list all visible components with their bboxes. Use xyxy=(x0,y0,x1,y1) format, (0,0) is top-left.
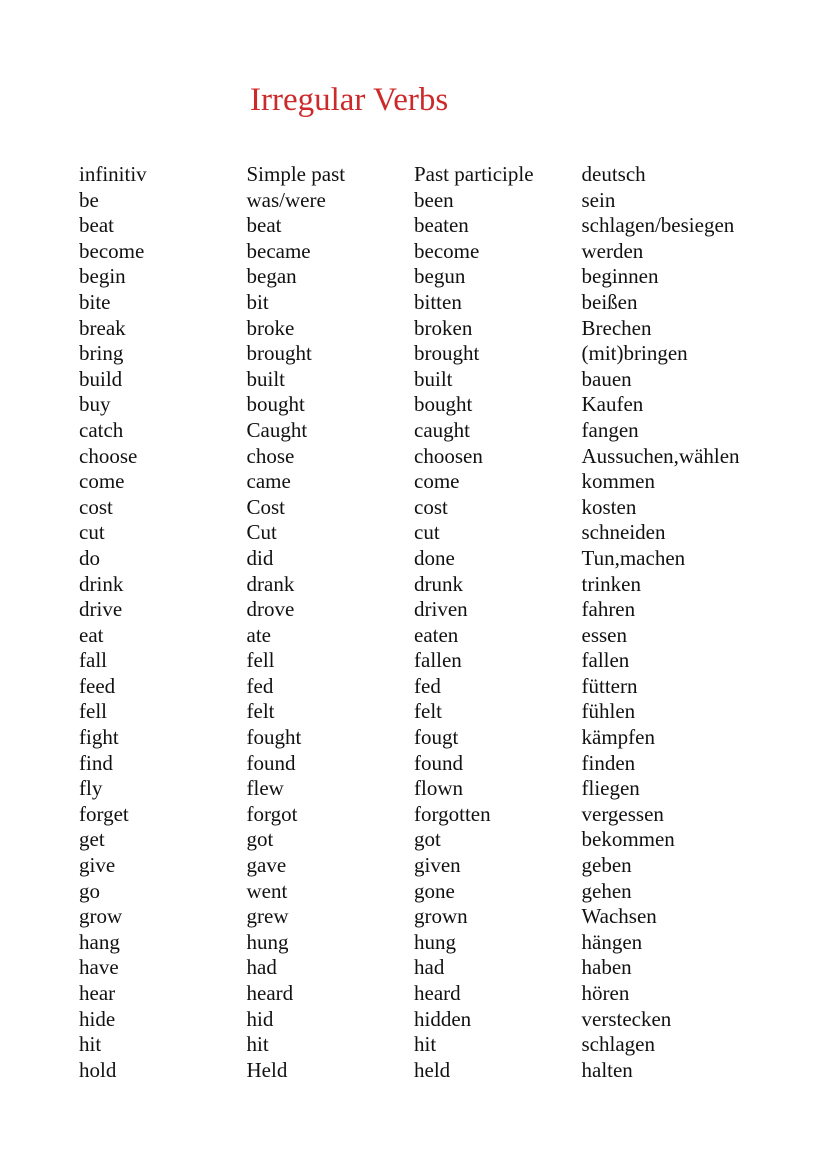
cell-infinitiv: buy xyxy=(79,392,111,417)
cell-past-participle: broken xyxy=(414,315,473,340)
cell-simple-past: drove xyxy=(246,597,295,622)
table-row xyxy=(79,392,799,418)
cell-simple-past: chose xyxy=(246,443,295,468)
cell-simple-past: fed xyxy=(246,673,274,698)
cell-simple-past: gave xyxy=(246,853,287,878)
table-row xyxy=(79,572,799,598)
cell-infinitiv: hear xyxy=(79,981,116,1005)
cell-deutsch: Aussuchen,wählen xyxy=(581,443,740,468)
cell-past-participle: eaten xyxy=(414,622,459,647)
cell-simple-past: did xyxy=(246,545,274,570)
cell-past-participle: had xyxy=(414,955,445,980)
cell-deutsch: fallen xyxy=(581,648,630,673)
cell-past-participle: caught xyxy=(414,417,470,442)
cell-deutsch: haben xyxy=(581,955,632,980)
cell-simple-past: built xyxy=(246,366,286,391)
cell-deutsch: fangen xyxy=(581,417,639,442)
cell-infinitiv: be xyxy=(79,187,99,212)
cell-simple-past: brought xyxy=(246,341,312,366)
table-row xyxy=(79,418,799,444)
cell-infinitiv: fight xyxy=(79,725,119,750)
cell-past-participle: felt xyxy=(414,699,442,724)
cell-simple-past: drank xyxy=(246,571,295,596)
cell-deutsch: werden xyxy=(581,238,644,263)
cell-deutsch: vergessen xyxy=(581,801,664,826)
cell-simple-past: hung xyxy=(246,929,289,954)
cell-simple-past: came xyxy=(246,469,291,494)
table-row xyxy=(79,367,799,393)
cell-simple-past: heard xyxy=(246,981,294,1005)
cell-simple-past: bit xyxy=(246,289,269,314)
cell-past-participle: choosen xyxy=(414,443,483,468)
cell-past-participle: fallen xyxy=(414,648,462,673)
cell-past-participle: hung xyxy=(414,929,456,954)
cell-past-participle: found xyxy=(414,750,463,775)
cell-infinitiv: hang xyxy=(79,929,120,954)
table-row xyxy=(79,1007,799,1033)
cell-past-participle: gone xyxy=(414,878,455,903)
cell-deutsch: sein xyxy=(581,187,616,212)
cell-simple-past: ate xyxy=(246,622,271,647)
cell-infinitiv: drive xyxy=(79,597,123,622)
table-row xyxy=(79,981,799,1007)
cell-past-participle: bitten xyxy=(414,289,462,314)
cell-past-participle: been xyxy=(414,187,454,212)
cell-past-participle: done xyxy=(414,545,455,570)
cell-infinitiv: find xyxy=(79,750,113,775)
cell-simple-past: Held xyxy=(246,1057,288,1082)
cell-deutsch: fühlen xyxy=(581,699,636,724)
table-row xyxy=(79,469,799,495)
cell-infinitiv: bring xyxy=(79,341,124,366)
cell-simple-past: broke xyxy=(246,315,295,340)
cell-infinitiv: cut xyxy=(79,520,105,545)
cell-simple-past: fell xyxy=(246,648,275,673)
cell-past-participle: begun xyxy=(414,264,466,289)
cell-deutsch: hören xyxy=(581,981,630,1005)
cell-deutsch: füttern xyxy=(581,673,638,698)
table-row xyxy=(79,264,799,290)
cell-infinitiv: build xyxy=(79,366,123,391)
cell-simple-past: Cost xyxy=(246,494,286,519)
cell-infinitiv: fly xyxy=(79,776,103,801)
cell-past-participle: cost xyxy=(414,494,448,519)
cell-simple-past: had xyxy=(246,955,277,980)
cell-deutsch: halten xyxy=(581,1057,633,1082)
cell-simple-past: became xyxy=(246,238,311,263)
cell-deutsch: beißen xyxy=(581,289,638,314)
cell-infinitiv: choose xyxy=(79,443,138,468)
table-row xyxy=(79,802,799,828)
table-row xyxy=(79,904,799,930)
cell-infinitiv: hit xyxy=(79,1032,102,1057)
cell-simple-past: was/were xyxy=(246,187,326,212)
cell-simple-past: beat xyxy=(246,213,282,238)
cell-infinitiv: break xyxy=(79,315,126,340)
cell-deutsch: Tun,machen xyxy=(581,545,686,570)
table-row xyxy=(79,1058,799,1084)
cell-simple-past: began xyxy=(246,264,297,289)
cell-deutsch: kämpfen xyxy=(581,725,655,750)
table-row xyxy=(79,751,799,777)
table-row xyxy=(79,955,799,981)
cell-simple-past: went xyxy=(246,878,288,903)
cell-infinitiv: come xyxy=(79,469,125,494)
cell-deutsch: kosten xyxy=(581,494,637,519)
cell-past-participle: got xyxy=(414,827,441,852)
cell-infinitiv: fall xyxy=(79,648,107,673)
cell-deutsch: kommen xyxy=(581,469,655,494)
cell-past-participle: driven xyxy=(414,597,468,622)
cell-past-participle: given xyxy=(414,853,461,878)
column-header-past-participle: Past participle xyxy=(414,162,534,186)
cell-simple-past: forgot xyxy=(246,801,298,826)
cell-past-participle: bought xyxy=(414,392,473,417)
cell-infinitiv: begin xyxy=(79,264,126,289)
cell-simple-past: felt xyxy=(246,699,275,724)
cell-infinitiv: feed xyxy=(79,673,116,698)
table-row xyxy=(79,316,799,342)
cell-infinitiv: bite xyxy=(79,289,111,314)
cell-past-participle: hidden xyxy=(414,1006,472,1031)
table-row xyxy=(79,879,799,905)
cell-infinitiv: drink xyxy=(79,571,124,596)
cell-deutsch: schneiden xyxy=(581,520,666,545)
cell-deutsch: geben xyxy=(581,853,632,878)
table-row xyxy=(79,213,799,239)
cell-past-participle: become xyxy=(414,238,480,263)
cell-infinitiv: fell xyxy=(79,699,107,724)
cell-deutsch: trinken xyxy=(581,571,641,596)
table-row xyxy=(79,1032,799,1058)
cell-infinitiv: grow xyxy=(79,904,123,929)
cell-simple-past: bought xyxy=(246,392,305,417)
table-row xyxy=(79,853,799,879)
cell-past-participle: drunk xyxy=(414,571,463,596)
cell-deutsch: fahren xyxy=(581,597,636,622)
table-row xyxy=(79,444,799,470)
table-header-row xyxy=(79,162,799,188)
cell-deutsch: gehen xyxy=(581,878,632,903)
table-row xyxy=(79,623,799,649)
cell-simple-past: flew xyxy=(246,776,284,801)
cell-past-participle: grown xyxy=(414,904,468,929)
cell-deutsch: hängen xyxy=(581,929,643,954)
cell-deutsch: essen xyxy=(581,622,627,647)
cell-simple-past: got xyxy=(246,827,274,852)
column-header-deutsch: deutsch xyxy=(581,162,646,186)
cell-deutsch: finden xyxy=(581,750,636,775)
cell-deutsch: Kaufen xyxy=(581,392,644,417)
cell-past-participle: built xyxy=(414,366,453,391)
table-row xyxy=(79,827,799,853)
cell-infinitiv: have xyxy=(79,955,119,980)
cell-deutsch: Wachsen xyxy=(581,904,657,929)
cell-infinitiv: become xyxy=(79,238,145,263)
column-header-infinitiv: infinitiv xyxy=(79,162,147,186)
cell-past-participle: fed xyxy=(414,673,441,698)
cell-simple-past: Caught xyxy=(246,417,308,442)
cell-deutsch: fliegen xyxy=(581,776,640,801)
cell-infinitiv: catch xyxy=(79,417,124,442)
cell-infinitiv: forget xyxy=(79,801,129,826)
cell-simple-past: hit xyxy=(246,1032,269,1057)
cell-past-participle: held xyxy=(414,1057,451,1082)
cell-infinitiv: cost xyxy=(79,494,113,519)
verb-table xyxy=(79,162,799,1083)
cell-past-participle: fougt xyxy=(414,725,459,750)
table-row xyxy=(79,699,799,725)
table-row xyxy=(79,546,799,572)
column-header-simple-past: Simple past xyxy=(246,162,346,186)
cell-past-participle: flown xyxy=(414,776,463,801)
table-row xyxy=(79,725,799,751)
table-row xyxy=(79,597,799,623)
cell-simple-past: found xyxy=(246,750,296,775)
cell-infinitiv: eat xyxy=(79,622,104,647)
table-row xyxy=(79,674,799,700)
table-row xyxy=(79,930,799,956)
cell-deutsch: bauen xyxy=(581,366,632,391)
table-body xyxy=(79,188,799,1084)
table-row xyxy=(79,776,799,802)
cell-simple-past: fought xyxy=(246,725,302,750)
cell-deutsch: schlagen/besiegen xyxy=(581,213,735,238)
table-row xyxy=(79,520,799,546)
cell-past-participle: forgotten xyxy=(414,801,491,826)
cell-past-participle: hit xyxy=(414,1032,437,1057)
cell-deutsch: schlagen xyxy=(581,1032,655,1057)
cell-simple-past: hid xyxy=(246,1006,274,1031)
cell-infinitiv: give xyxy=(79,853,116,878)
cell-infinitiv: get xyxy=(79,827,105,852)
table-row xyxy=(79,341,799,367)
cell-past-participle: heard xyxy=(414,981,461,1005)
cell-infinitiv: beat xyxy=(79,213,114,238)
document-title: Irregular Verbs xyxy=(250,82,449,118)
table-row xyxy=(79,239,799,265)
table-row xyxy=(79,290,799,316)
table-row xyxy=(79,188,799,214)
cell-infinitiv: hide xyxy=(79,1006,116,1031)
cell-past-participle: beaten xyxy=(414,213,469,238)
cell-past-participle: brought xyxy=(414,341,480,366)
cell-past-participle: cut xyxy=(414,520,440,545)
cell-deutsch: Brechen xyxy=(581,315,652,340)
cell-infinitiv: go xyxy=(79,878,100,903)
cell-simple-past: grew xyxy=(246,904,289,929)
cell-past-participle: come xyxy=(414,469,460,494)
cell-deutsch: beginnen xyxy=(581,264,659,289)
cell-simple-past: Cut xyxy=(246,520,277,545)
cell-deutsch: bekommen xyxy=(581,827,675,852)
cell-deutsch: verstecken xyxy=(581,1006,672,1031)
table-row xyxy=(79,495,799,521)
cell-infinitiv: hold xyxy=(79,1057,117,1082)
cell-deutsch: (mit)bringen xyxy=(581,341,688,366)
table-row xyxy=(79,648,799,674)
cell-infinitiv: do xyxy=(79,545,100,570)
